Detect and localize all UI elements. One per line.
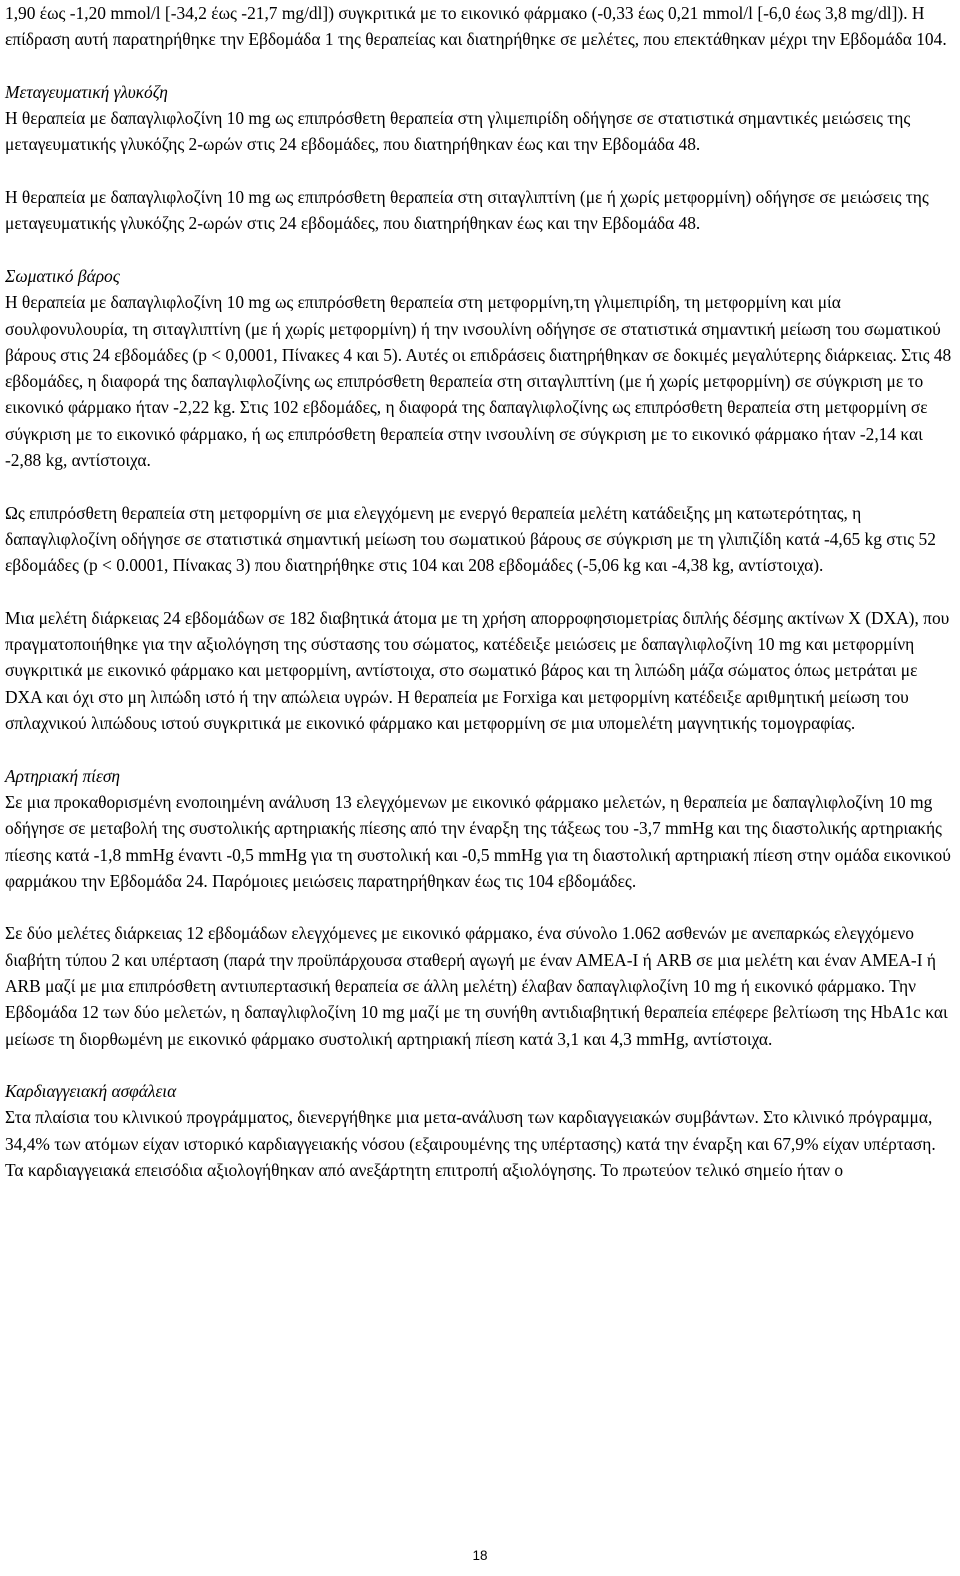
- section-cardiovascular-safety: [5, 1078, 953, 1183]
- paragraph: [5, 920, 953, 1051]
- paragraph-text: Η θεραπεία με δαπαγλιφλοζίνη 10 mg ως επιπρόσθετη θεραπεία στη γλιμεπιρίδη οδήγησε σε στατιστικά σημαντικές μειώσεις της μεταγευματικής γλυκόζης 2-ωρών στις 24 εβδομάδες, που διατηρήθηκαν έως και την Εβδομάδα 48.: [5, 108, 911, 155]
- paragraph-text: Σε μια προκαθορισμένη ενοποιημένη ανάλυση 13 ελεγχόμενων με εικονικό φάρμακο μελετών, η θεραπεία με δαπαγλιφλοζίνη 10 mg οδήγησε σε μεταβολή της συστολικής αρτηριακής πίεσης από την έναρξη της τάξεως του -3,7 mmHg και της διαστολικής αρτηριακής πίεσης κατά -1,8 mmHg έναντι -0,5 mmHg για τη συστολική και -0,5 mmHg για τη διαστολική αρτηριακή πίεση στην ομάδα εικονικού φαρμάκου την Εβδομάδα 24. Παρόμοιες μειώσεις παρατηρήθηκαν έως τις 104 εβδομάδες.: [5, 791, 951, 891]
- section-heading: Αρτηριακή πίεση: [5, 765, 121, 786]
- paragraph-text: Ως επιπρόσθετη θεραπεία στη μετφορμίνη σε μια ελεγχόμενη με ενεργό θεραπεία μελέτη κατάδειξης μη κατωτερότητας, η δαπαγλιφλοζίνη οδήγησε σε στατιστικά σημαντική μείωση του σωματικού βάρους σε σύγκριση με τη γλιπιζίδη κατά -4,65 kg στις 52 εβδομάδες (p < 0.0001, Πίνακας 3) που διατηρήθηκε στις 104 και 208 εβδομάδες (-5,06 kg και -4,38 kg, αντίστοιχα).: [5, 502, 936, 576]
- page-number: 18: [472, 1548, 488, 1563]
- section-heading: Σωματικό βάρος: [5, 265, 120, 286]
- section-blood-pressure: [5, 763, 953, 894]
- paragraph: [5, 184, 953, 237]
- paragraph-text: Σε δύο μελέτες διάρκειας 12 εβδομάδων ελεγχόμενες με εικονικό φάρμακο, ένα σύνολο 1.062 ασθενών με ανεπαρκώς ελεγχόμενο διαβήτη τύπου 2 και υπέρταση (παρά την προϋπάρχουσα σταθερή αγωγή με έναν ΑΜΕΑ-Ι ή ARB σε μια μελέτη και έναν ΑΜΕΑ-Ι ή ARB μαζί με μια επιπρόσθετη αντιυπερτασική θεραπεία σε άλλη μελέτη) έλαβαν δαπαγλιφλοζίνη 10 mg ή εικονικό φάρμακο. Την Εβδομάδα 12 των δύο μελετών, η δαπαγλιφλοζίνη 10 mg μαζί με τη συνήθη αντιδιαβητική θεραπεία επέφερε βελτίωση της HbA1c και μείωσε τη διορθωμένη με εικονικό φάρμακο συστολική αρτηριακή πίεση κατά 3,1 και 4,3 mmHg, αντίστοιχα.: [5, 923, 948, 1049]
- section-body-weight: [5, 263, 953, 473]
- section-postprandial-glucose: [5, 79, 953, 158]
- paragraph-text: Η θεραπεία με δαπαγλιφλοζίνη 10 mg ως επιπρόσθετη θεραπεία στη σιταγλιπτίνη (με ή χωρίς μετφορμίνη) οδήγησε σε μειώσεις της μεταγευματικής γλυκόζης 2-ωρών στις 24 εβδομάδες, που διατηρήθηκαν έως και την Εβδομάδα 48.: [5, 187, 929, 234]
- section-heading: Καρδιαγγειακή ασφάλεια: [5, 1081, 177, 1102]
- paragraph: [5, 605, 953, 736]
- paragraph-continuation: [5, 0, 953, 53]
- paragraph-text: 1,90 έως -1,20 mmol/l [-34,2 έως -21,7 mg/dl]) συγκριτικά με το εικονικό φάρμακο (-0,33 έως 0,21 mmol/l [-6,0 έως 3,8 mg/dl]). Η επίδραση αυτή παρατηρήθηκε την Εβδομάδα 1 της θεραπείας και διατηρήθηκε σε μελέτες, που επεκτάθηκαν μέχρι την Εβδομάδα 104.: [5, 3, 947, 50]
- paragraph: [5, 500, 953, 579]
- section-heading: Μεταγευματική γλυκόζη: [5, 81, 168, 102]
- paragraph-text: Στα πλαίσια του κλινικού προγράμματος, διενεργήθηκε μια μετα-ανάλυση των καρδιαγγειακών συμβάντων. Στο κλινικό πρόγραμμα, 34,4% των ατόμων είχαν ιστορικό καρδιαγγειακής νόσου (εξαιρουμένης της υπέρτασης) κατά την έναρξη και 67,9% είχαν υπέρταση. Τα καρδιαγγειακά επεισόδια αξιολογήθηκαν από ανεξάρτητη επιτροπή αξιολόγησης. Το πρωτεύον τελικό σημείο ήταν ο: [5, 1107, 936, 1181]
- document-body: [5, 0, 953, 1210]
- paragraph-text: Μια μελέτη διάρκειας 24 εβδομάδων σε 182 διαβητικά άτομα με τη χρήση απορροφησιομετρίας διπλής δέσμης ακτίνων X (DXA), που πραγματοποιήθηκε για την αξιολόγηση της σύστασης του σώματος, κατέδειξε μειώσεις με δαπαγλιφλοζίνη 10 mg και μετφορμίνη συγκριτικά με εικονικό φάρμακο και μετφορμίνη, αντίστοιχα, στο σωματικό βάρος και τη λιπώδη μάζα σώματος όπως μετράται με DXA και όχι στο μη λιπώδη ιστό ή την απώλεια υγρών. Η θεραπεία με Forxiga και μετφορμίνη κατέδειξε αριθμητική μείωση του σπλαχνικού λιπώδους ιστού συγκριτικά με εικονικό φάρμακο και μετφορμίνη σε μια υπομελέτη μαγνητικής τομογραφίας.: [5, 607, 950, 734]
- paragraph-text: Η θεραπεία με δαπαγλιφλοζίνη 10 mg ως επιπρόσθετη θεραπεία στη μετφορμίνη,τη γλιμεπιρίδη, τη μετφορμίνη και μία σουλφονυλουρία, τη σιταγλιπτίνη (με ή χωρίς μετφορμίνη) ή την ινσουλίνη οδήγησε σε στατιστικά σημαντική μείωση του σωματικού βάρους στις 24 εβδομάδες (p < 0,0001, Πίνακες 4 και 5). Αυτές οι επιδράσεις διατηρήθηκαν σε δοκιμές μεγαλύτερης διάρκειας. Στις 48 εβδομάδες, η διαφορά της δαπαγλιφλοζίνης ως επιπρόσθετη θεραπεία στη σιταγλιπτίνη (με ή χωρίς μετφορμίνη) σε σύγκριση με το εικονικό φάρμακο ήταν -2,22 kg. Στις 102 εβδομάδες, η διαφορά της δαπαγλιφλοζίνης ως επιπρόσθετη θεραπεία στη μετφορμίνη σε σύγκριση με το εικονικό φάρμακο, ή ως επιπρόσθετη θεραπεία στην ινσουλίνη σε σύγκριση με το εικονικό φάρμακο ήταν -2,14 και -2,88 kg, αντίστοιχα.: [5, 292, 952, 471]
